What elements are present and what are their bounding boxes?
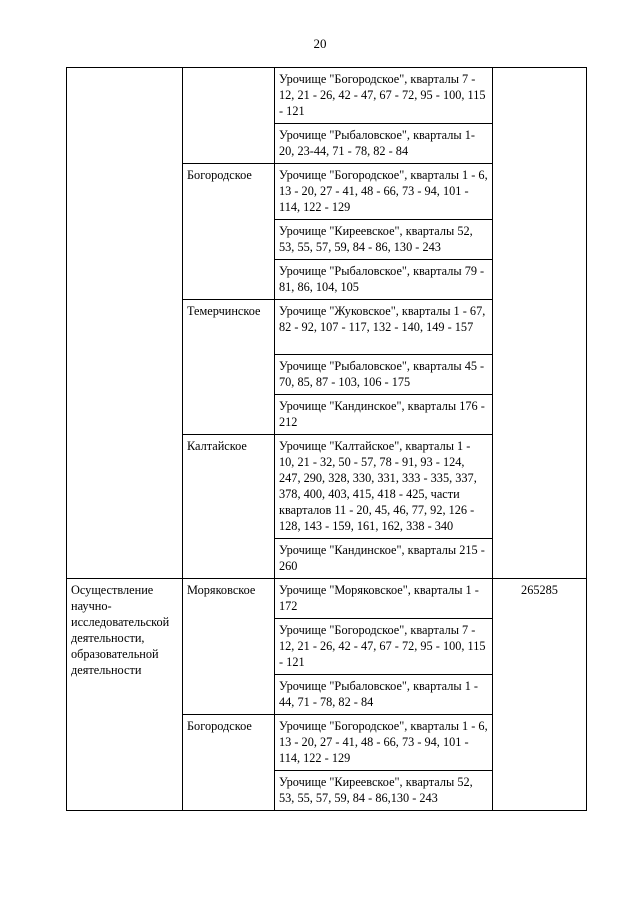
tract-cell: Урочище "Богородское", кварталы 7 - 12, 21 - 26, 42 - 47, 67 - 72, 95 - 100, 115 - 121 bbox=[275, 619, 493, 675]
tract-cell: Урочище "Кандинское", кварталы 215 - 260 bbox=[275, 539, 493, 579]
forestry-name: Калтайское bbox=[183, 435, 275, 579]
area-cell-empty bbox=[493, 68, 587, 579]
forestry-name: Темерчинское bbox=[183, 300, 275, 435]
forestry-name: Моряковское bbox=[183, 579, 275, 715]
tract-cell: Урочище "Моряковское", кварталы 1 - 172 bbox=[275, 579, 493, 619]
forestry-name: Богородское bbox=[183, 715, 275, 811]
tract-cell: Урочище "Богородское", кварталы 1 - 6, 13 - 20, 27 - 41, 48 - 66, 73 - 94, 101 - 114, 122 - 129 bbox=[275, 164, 493, 220]
activity-cell-empty bbox=[67, 68, 183, 579]
tract-cell: Урочище "Рыбаловское", кварталы 45 - 70, 85, 87 - 103, 106 - 175 bbox=[275, 355, 493, 395]
tract-cell: Урочище "Богородское", кварталы 7 - 12, 21 - 26, 42 - 47, 67 - 72, 95 - 100, 115 - 121 bbox=[275, 68, 493, 124]
page-number: 20 bbox=[313, 36, 327, 51]
tract-cell: Урочище "Киреевское", кварталы 52, 53, 55, 57, 59, 84 - 86, 130 - 243 bbox=[275, 220, 493, 260]
forestry-cell-empty bbox=[183, 68, 275, 164]
activity-cell: Осуществление научно-исследовательской деятельности, образовательной деятельности bbox=[67, 579, 183, 811]
forestry-table bbox=[66, 67, 587, 811]
tract-cell: Урочище "Кандинское", кварталы 176 - 212 bbox=[275, 395, 493, 435]
tract-cell: Урочище "Киреевское", кварталы 52, 53, 55, 57, 59, 84 - 86,130 - 243 bbox=[275, 771, 493, 811]
forestry-name: Богородское bbox=[183, 164, 275, 300]
tract-cell: Урочище "Рыбаловское", кварталы 1 - 44, 71 - 78, 82 - 84 bbox=[275, 675, 493, 715]
table-row bbox=[67, 68, 587, 124]
area-value: 265285 bbox=[493, 579, 587, 811]
tract-cell: Урочище "Жуковское", кварталы 1 - 67, 82 - 92, 107 - 117, 132 - 140, 149 - 157 bbox=[275, 300, 493, 355]
table-row bbox=[67, 579, 587, 619]
tract-cell: Урочище "Богородское", кварталы 1 - 6, 13 - 20, 27 - 41, 48 - 66, 73 - 94, 101 - 114, 122 - 129 bbox=[275, 715, 493, 771]
tract-cell: Урочище "Рыбаловское", кварталы 79 - 81, 86, 104, 105 bbox=[275, 260, 493, 300]
tract-cell: Урочище "Рыбаловское", кварталы 1- 20, 23-44, 71 - 78, 82 - 84 bbox=[275, 124, 493, 164]
tract-cell: Урочище "Калтайское", кварталы 1 - 10, 21 - 32, 50 - 57, 78 - 91, 93 - 124, 247, 290, 328, 330, 331, 333 - 335, 337, 378, 400, 403, 415, 418 - 425, части кварталов 11 - 20, 45, 46, 77, 92, 126 - 128, 143 - 159, 161, 162, 338 - 340 bbox=[275, 435, 493, 539]
